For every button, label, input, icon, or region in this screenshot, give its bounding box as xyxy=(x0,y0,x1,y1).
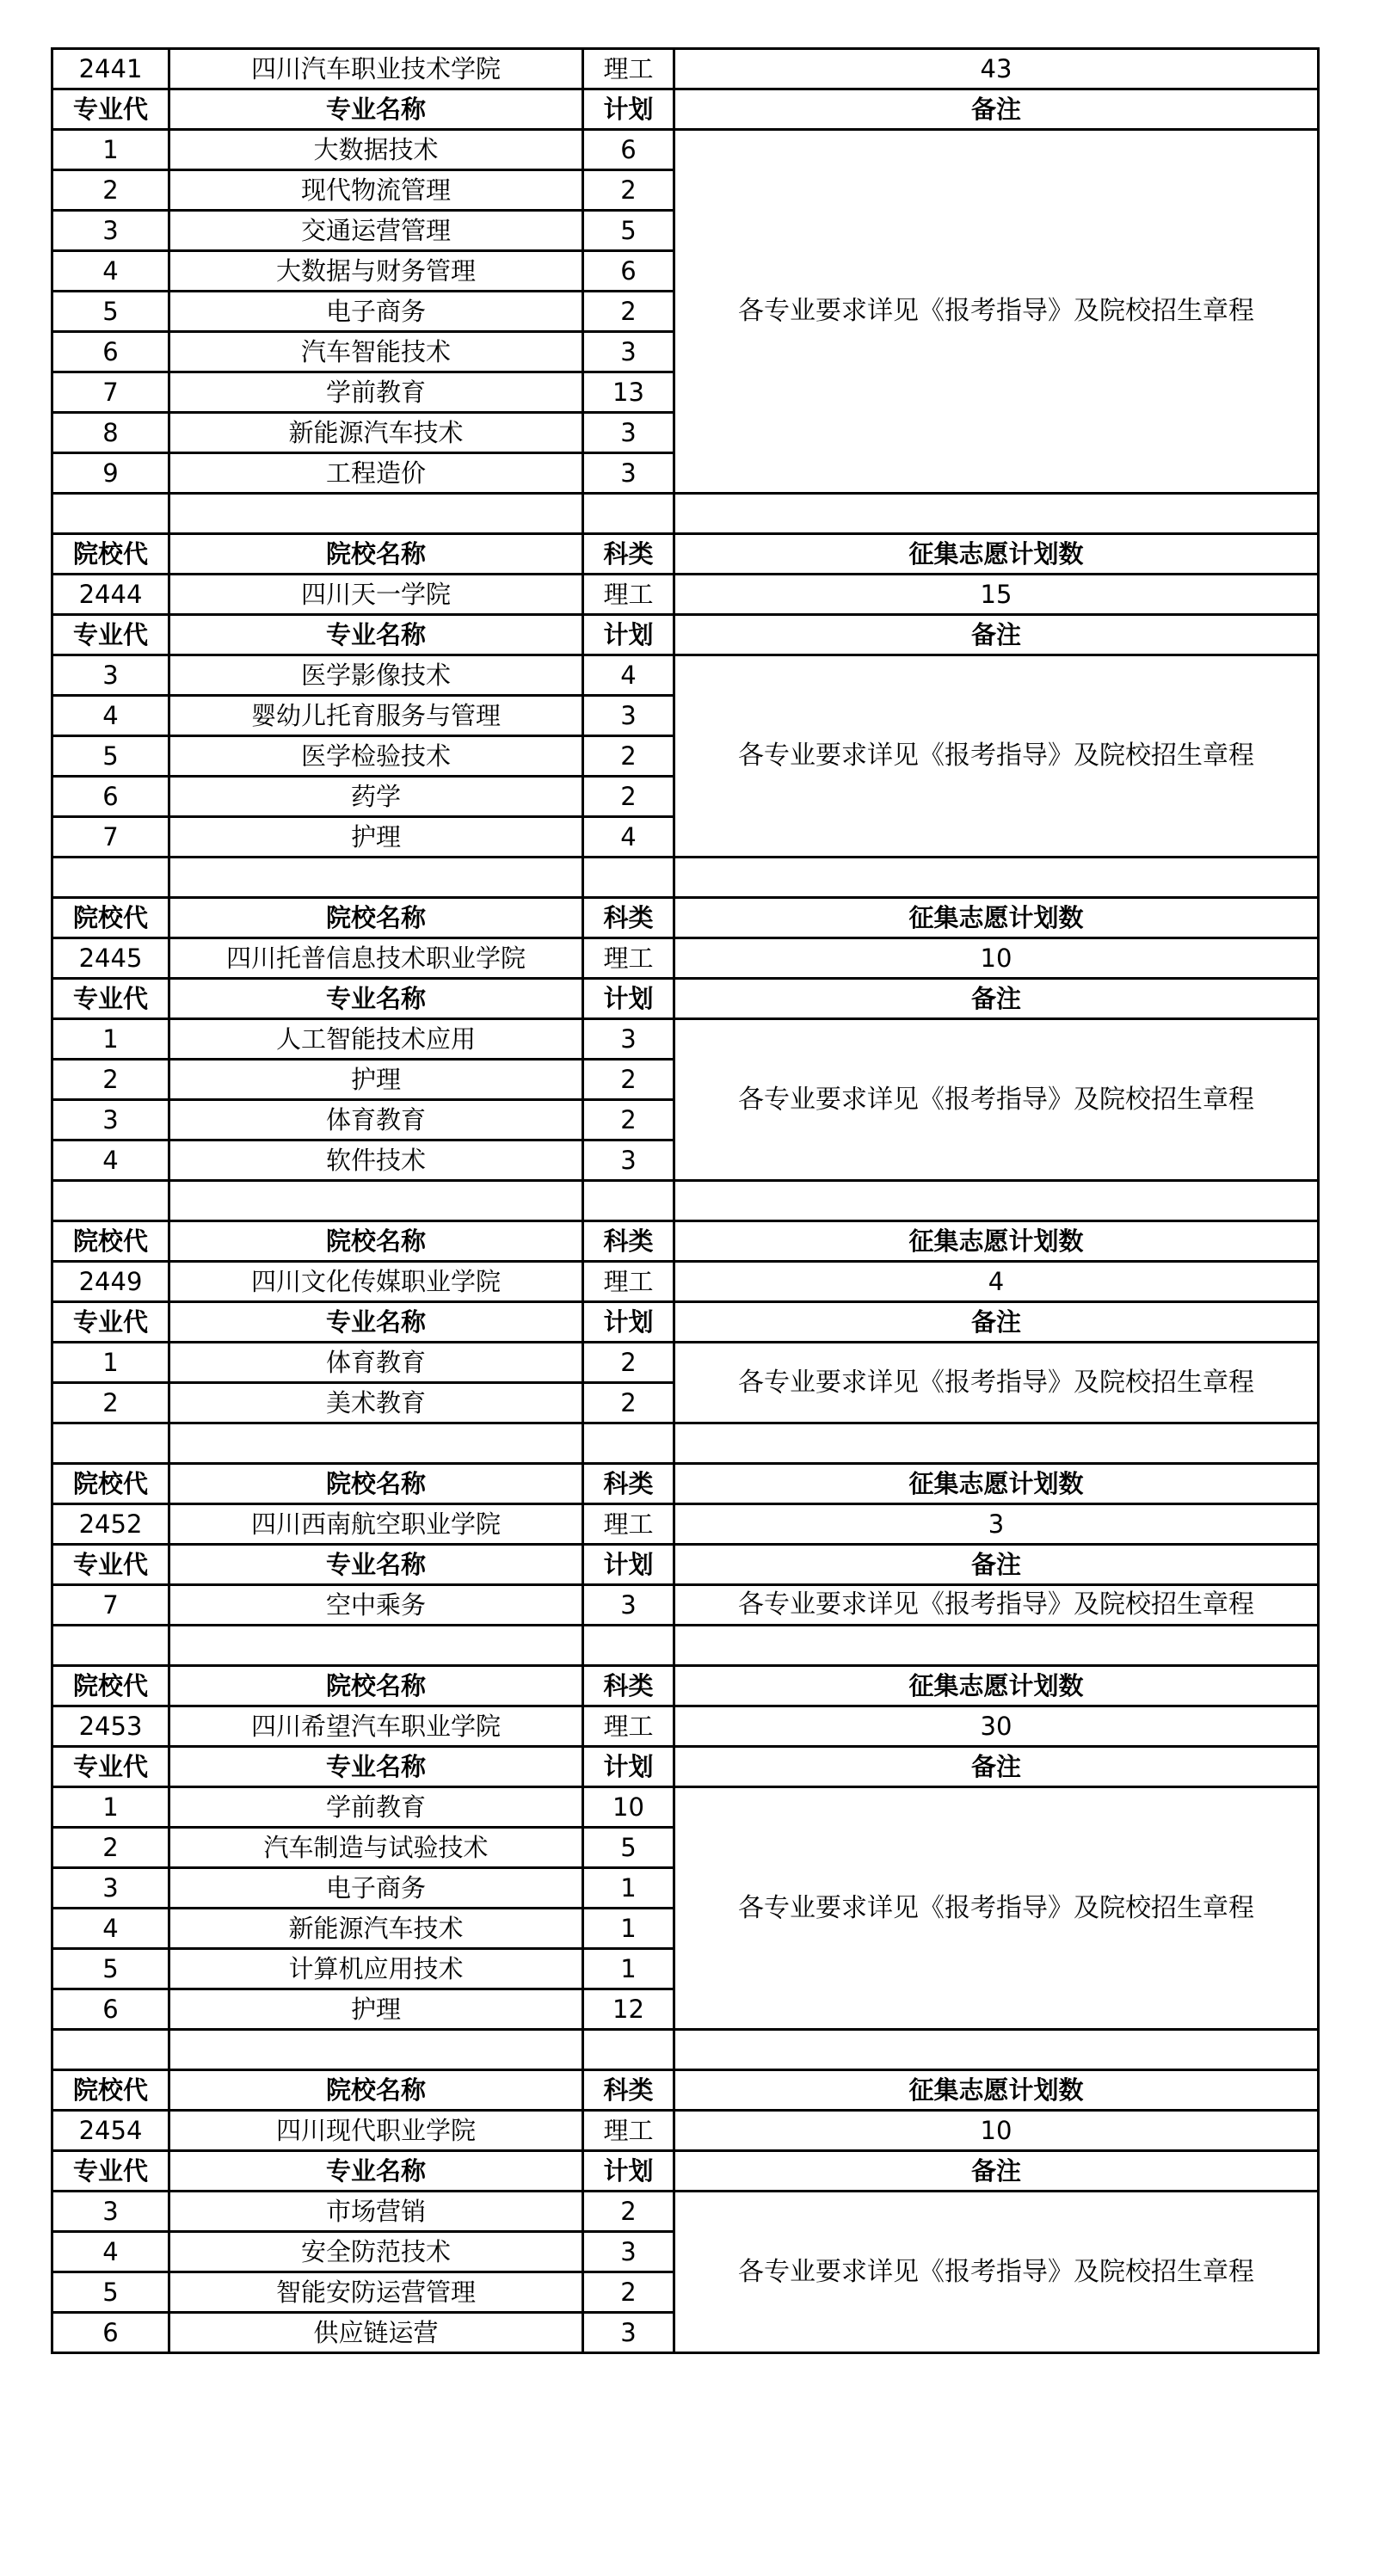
remark-header: 备注 xyxy=(674,1302,1319,1343)
plan-header: 计划 xyxy=(583,1545,674,1585)
school-header-row xyxy=(52,1221,1319,1262)
spacer-cell xyxy=(674,858,1319,898)
major-code: 5 xyxy=(52,736,169,777)
major-name-header: 专业名称 xyxy=(169,1302,583,1343)
major-name: 新能源汽车技术 xyxy=(169,413,583,453)
school-category: 理工 xyxy=(583,575,674,615)
school-name-header: 院校名称 xyxy=(169,2070,583,2111)
school-name: 四川文化传媒职业学院 xyxy=(169,1262,583,1302)
school-row xyxy=(52,938,1319,979)
school-name: 四川天一学院 xyxy=(169,575,583,615)
school-name-header: 院校名称 xyxy=(169,1464,583,1504)
school-code-header: 院校代 xyxy=(52,2070,169,2111)
major-plan: 12 xyxy=(583,1989,674,2030)
major-code: 4 xyxy=(52,1140,169,1181)
remark-header: 备注 xyxy=(674,615,1319,655)
major-code-header: 专业代 xyxy=(52,1302,169,1343)
school-category: 理工 xyxy=(583,938,674,979)
major-name: 学前教育 xyxy=(169,1787,583,1828)
plan-total-header: 征集志愿计划数 xyxy=(674,898,1319,938)
major-code: 6 xyxy=(52,2313,169,2353)
major-header-row xyxy=(52,1747,1319,1787)
major-name-header: 专业名称 xyxy=(169,979,583,1019)
school-code-header: 院校代 xyxy=(52,1221,169,1262)
major-plan: 3 xyxy=(583,413,674,453)
major-code-header: 专业代 xyxy=(52,615,169,655)
major-code: 8 xyxy=(52,413,169,453)
plan-total-header: 征集志愿计划数 xyxy=(674,1464,1319,1504)
major-plan: 1 xyxy=(583,1909,674,1949)
major-row xyxy=(52,1585,1319,1626)
major-name: 安全防范技术 xyxy=(169,2232,583,2272)
major-plan: 2 xyxy=(583,2272,674,2313)
major-code: 9 xyxy=(52,453,169,494)
major-code: 1 xyxy=(52,1019,169,1060)
spacer-cell xyxy=(169,858,583,898)
major-code-header: 专业代 xyxy=(52,1545,169,1585)
school-code: 2449 xyxy=(52,1262,169,1302)
spacer-row xyxy=(52,2030,1319,2070)
major-plan: 2 xyxy=(583,1343,674,1383)
major-code: 5 xyxy=(52,292,169,332)
major-row xyxy=(52,1343,1319,1383)
major-code: 5 xyxy=(52,2272,169,2313)
school-name: 四川现代职业学院 xyxy=(169,2111,583,2151)
major-name: 电子商务 xyxy=(169,1868,583,1909)
major-plan: 2 xyxy=(583,1383,674,1423)
major-plan: 2 xyxy=(583,736,674,777)
major-name: 空中乘务 xyxy=(169,1585,583,1626)
school-code: 2441 xyxy=(52,49,169,89)
spacer-cell xyxy=(674,1423,1319,1464)
plan-total-header: 征集志愿计划数 xyxy=(674,1666,1319,1706)
major-name: 供应链运营 xyxy=(169,2313,583,2353)
school-name-header: 院校名称 xyxy=(169,898,583,938)
major-code: 6 xyxy=(52,1989,169,2030)
spacer-cell xyxy=(52,2030,169,2070)
school-code-header: 院校代 xyxy=(52,898,169,938)
remark-header: 备注 xyxy=(674,1747,1319,1787)
major-header-row xyxy=(52,1302,1319,1343)
major-name: 软件技术 xyxy=(169,1140,583,1181)
remark-header: 备注 xyxy=(674,979,1319,1019)
major-name: 婴幼儿托育服务与管理 xyxy=(169,696,583,736)
major-header-row xyxy=(52,615,1319,655)
major-plan: 3 xyxy=(583,2313,674,2353)
major-code: 6 xyxy=(52,332,169,372)
major-code: 3 xyxy=(52,1100,169,1140)
school-code: 2445 xyxy=(52,938,169,979)
plan-header: 计划 xyxy=(583,1747,674,1787)
category-header: 科类 xyxy=(583,2070,674,2111)
major-code: 5 xyxy=(52,1949,169,1989)
major-code: 7 xyxy=(52,1585,169,1626)
spacer-cell xyxy=(169,1181,583,1221)
school-plan-total: 10 xyxy=(674,2111,1319,2151)
spacer-cell xyxy=(169,1626,583,1666)
school-header-row xyxy=(52,534,1319,575)
major-name: 体育教育 xyxy=(169,1100,583,1140)
major-plan: 3 xyxy=(583,1585,674,1626)
major-name: 大数据技术 xyxy=(169,130,583,170)
school-category: 理工 xyxy=(583,49,674,89)
spacer-row xyxy=(52,858,1319,898)
spacer-row xyxy=(52,1626,1319,1666)
major-code-header: 专业代 xyxy=(52,1747,169,1787)
plan-header: 计划 xyxy=(583,2151,674,2192)
major-code: 3 xyxy=(52,655,169,696)
major-remark: 各专业要求详见《报考指导》及院校招生章程 xyxy=(674,130,1319,494)
major-name-header: 专业名称 xyxy=(169,1747,583,1787)
major-name: 人工智能技术应用 xyxy=(169,1019,583,1060)
spacer-cell xyxy=(674,1626,1319,1666)
school-header-row xyxy=(52,898,1319,938)
spacer-cell xyxy=(52,1626,169,1666)
major-remark: 各专业要求详见《报考指导》及院校招生章程 xyxy=(674,655,1319,858)
spacer-cell xyxy=(169,1423,583,1464)
school-category: 理工 xyxy=(583,2111,674,2151)
spacer-cell xyxy=(52,858,169,898)
major-plan: 2 xyxy=(583,170,674,211)
spacer-cell xyxy=(52,494,169,534)
remark-header: 备注 xyxy=(674,1545,1319,1585)
school-name-header: 院校名称 xyxy=(169,1666,583,1706)
school-code-header: 院校代 xyxy=(52,1464,169,1504)
major-remark: 各专业要求详见《报考指导》及院校招生章程 xyxy=(674,2192,1319,2353)
admission-plan-sheet xyxy=(51,47,1317,2354)
major-name: 市场营销 xyxy=(169,2192,583,2232)
school-row xyxy=(52,2111,1319,2151)
school-plan-total: 3 xyxy=(674,1504,1319,1545)
spacer-cell xyxy=(674,2030,1319,2070)
major-code: 2 xyxy=(52,170,169,211)
major-name: 现代物流管理 xyxy=(169,170,583,211)
major-name: 工程造价 xyxy=(169,453,583,494)
category-header: 科类 xyxy=(583,1464,674,1504)
major-remark: 各专业要求详见《报考指导》及院校招生章程 xyxy=(674,1019,1319,1181)
major-name: 学前教育 xyxy=(169,372,583,413)
major-code-header: 专业代 xyxy=(52,979,169,1019)
major-name-header: 专业名称 xyxy=(169,615,583,655)
spacer-cell xyxy=(169,494,583,534)
major-plan: 4 xyxy=(583,655,674,696)
major-plan: 3 xyxy=(583,2232,674,2272)
school-name-header: 院校名称 xyxy=(169,534,583,575)
major-header-row xyxy=(52,979,1319,1019)
major-code: 4 xyxy=(52,251,169,292)
major-plan: 1 xyxy=(583,1868,674,1909)
major-name: 汽车智能技术 xyxy=(169,332,583,372)
plan-header: 计划 xyxy=(583,615,674,655)
major-code: 7 xyxy=(52,372,169,413)
remark-header: 备注 xyxy=(674,2151,1319,2192)
school-code: 2444 xyxy=(52,575,169,615)
table-body xyxy=(52,49,1319,2353)
major-name: 医学影像技术 xyxy=(169,655,583,696)
major-name-header: 专业名称 xyxy=(169,89,583,130)
spacer-cell xyxy=(674,494,1319,534)
major-plan: 6 xyxy=(583,251,674,292)
school-name: 四川希望汽车职业学院 xyxy=(169,1706,583,1747)
school-row xyxy=(52,575,1319,615)
major-plan: 3 xyxy=(583,1140,674,1181)
remark-header: 备注 xyxy=(674,89,1319,130)
major-code-header: 专业代 xyxy=(52,89,169,130)
spacer-cell xyxy=(169,2030,583,2070)
admission-plan-table xyxy=(51,47,1320,2354)
major-header-row xyxy=(52,2151,1319,2192)
major-plan: 4 xyxy=(583,817,674,858)
school-row xyxy=(52,1504,1319,1545)
category-header: 科类 xyxy=(583,1221,674,1262)
school-row xyxy=(52,1262,1319,1302)
school-plan-total: 10 xyxy=(674,938,1319,979)
major-row xyxy=(52,1019,1319,1060)
school-code-header: 院校代 xyxy=(52,534,169,575)
major-name: 大数据与财务管理 xyxy=(169,251,583,292)
major-remark: 各专业要求详见《报考指导》及院校招生章程 xyxy=(674,1343,1319,1423)
major-code: 1 xyxy=(52,130,169,170)
major-header-row xyxy=(52,1545,1319,1585)
school-name: 四川托普信息技术职业学院 xyxy=(169,938,583,979)
school-header-row xyxy=(52,1464,1319,1504)
major-code: 3 xyxy=(52,2192,169,2232)
major-code: 2 xyxy=(52,1060,169,1100)
major-name: 护理 xyxy=(169,1060,583,1100)
school-name: 四川西南航空职业学院 xyxy=(169,1504,583,1545)
school-category: 理工 xyxy=(583,1706,674,1747)
school-category: 理工 xyxy=(583,1504,674,1545)
major-plan: 3 xyxy=(583,696,674,736)
plan-header: 计划 xyxy=(583,89,674,130)
plan-total-header: 征集志愿计划数 xyxy=(674,534,1319,575)
major-code: 2 xyxy=(52,1828,169,1868)
major-name: 护理 xyxy=(169,1989,583,2030)
major-plan: 1 xyxy=(583,1949,674,1989)
school-row xyxy=(52,49,1319,89)
major-name-header: 专业名称 xyxy=(169,2151,583,2192)
major-plan: 2 xyxy=(583,1060,674,1100)
major-name: 交通运营管理 xyxy=(169,211,583,251)
major-name: 美术教育 xyxy=(169,1383,583,1423)
major-code: 3 xyxy=(52,211,169,251)
plan-total-header: 征集志愿计划数 xyxy=(674,1221,1319,1262)
major-plan: 13 xyxy=(583,372,674,413)
major-code: 1 xyxy=(52,1787,169,1828)
school-code: 2453 xyxy=(52,1706,169,1747)
major-plan: 3 xyxy=(583,1019,674,1060)
major-plan: 2 xyxy=(583,777,674,817)
major-name: 体育教育 xyxy=(169,1343,583,1383)
major-remark: 各专业要求详见《报考指导》及院校招生章程 xyxy=(674,1585,1319,1626)
major-code: 3 xyxy=(52,1868,169,1909)
major-plan: 6 xyxy=(583,130,674,170)
spacer-cell xyxy=(52,1423,169,1464)
major-code: 4 xyxy=(52,1909,169,1949)
spacer-row xyxy=(52,494,1319,534)
major-plan: 5 xyxy=(583,1828,674,1868)
spacer-cell xyxy=(52,1181,169,1221)
major-plan: 2 xyxy=(583,1100,674,1140)
spacer-row xyxy=(52,1423,1319,1464)
major-code: 1 xyxy=(52,1343,169,1383)
major-name: 汽车制造与试验技术 xyxy=(169,1828,583,1868)
plan-header: 计划 xyxy=(583,979,674,1019)
major-name: 药学 xyxy=(169,777,583,817)
spacer-cell xyxy=(583,2030,674,2070)
spacer-cell xyxy=(583,1626,674,1666)
major-code: 6 xyxy=(52,777,169,817)
major-name: 智能安防运营管理 xyxy=(169,2272,583,2313)
major-row xyxy=(52,130,1319,170)
spacer-cell xyxy=(583,494,674,534)
major-plan: 2 xyxy=(583,292,674,332)
major-code: 7 xyxy=(52,817,169,858)
plan-header: 计划 xyxy=(583,1302,674,1343)
major-plan: 3 xyxy=(583,332,674,372)
category-header: 科类 xyxy=(583,1666,674,1706)
major-code: 4 xyxy=(52,2232,169,2272)
major-code: 4 xyxy=(52,696,169,736)
school-plan-total: 30 xyxy=(674,1706,1319,1747)
major-name: 护理 xyxy=(169,817,583,858)
plan-total-header: 征集志愿计划数 xyxy=(674,2070,1319,2111)
school-category: 理工 xyxy=(583,1262,674,1302)
major-plan: 10 xyxy=(583,1787,674,1828)
spacer-cell xyxy=(583,1181,674,1221)
major-plan: 3 xyxy=(583,453,674,494)
category-header: 科类 xyxy=(583,534,674,575)
major-plan: 5 xyxy=(583,211,674,251)
category-header: 科类 xyxy=(583,898,674,938)
school-name: 四川汽车职业技术学院 xyxy=(169,49,583,89)
school-header-row xyxy=(52,2070,1319,2111)
school-plan-total: 43 xyxy=(674,49,1319,89)
major-name-header: 专业名称 xyxy=(169,1545,583,1585)
school-plan-total: 4 xyxy=(674,1262,1319,1302)
spacer-cell xyxy=(583,1423,674,1464)
spacer-row xyxy=(52,1181,1319,1221)
major-row xyxy=(52,2192,1319,2232)
major-name: 电子商务 xyxy=(169,292,583,332)
major-name: 计算机应用技术 xyxy=(169,1949,583,1989)
school-name-header: 院校名称 xyxy=(169,1221,583,1262)
spacer-cell xyxy=(674,1181,1319,1221)
school-code-header: 院校代 xyxy=(52,1666,169,1706)
spacer-cell xyxy=(583,858,674,898)
school-code: 2452 xyxy=(52,1504,169,1545)
school-code: 2454 xyxy=(52,2111,169,2151)
major-code: 2 xyxy=(52,1383,169,1423)
major-remark: 各专业要求详见《报考指导》及院校招生章程 xyxy=(674,1787,1319,2030)
school-plan-total: 15 xyxy=(674,575,1319,615)
major-row xyxy=(52,655,1319,696)
major-plan: 2 xyxy=(583,2192,674,2232)
major-code-header: 专业代 xyxy=(52,2151,169,2192)
school-row xyxy=(52,1706,1319,1747)
major-name: 医学检验技术 xyxy=(169,736,583,777)
major-header-row xyxy=(52,89,1319,130)
major-name: 新能源汽车技术 xyxy=(169,1909,583,1949)
school-header-row xyxy=(52,1666,1319,1706)
major-row xyxy=(52,1787,1319,1828)
